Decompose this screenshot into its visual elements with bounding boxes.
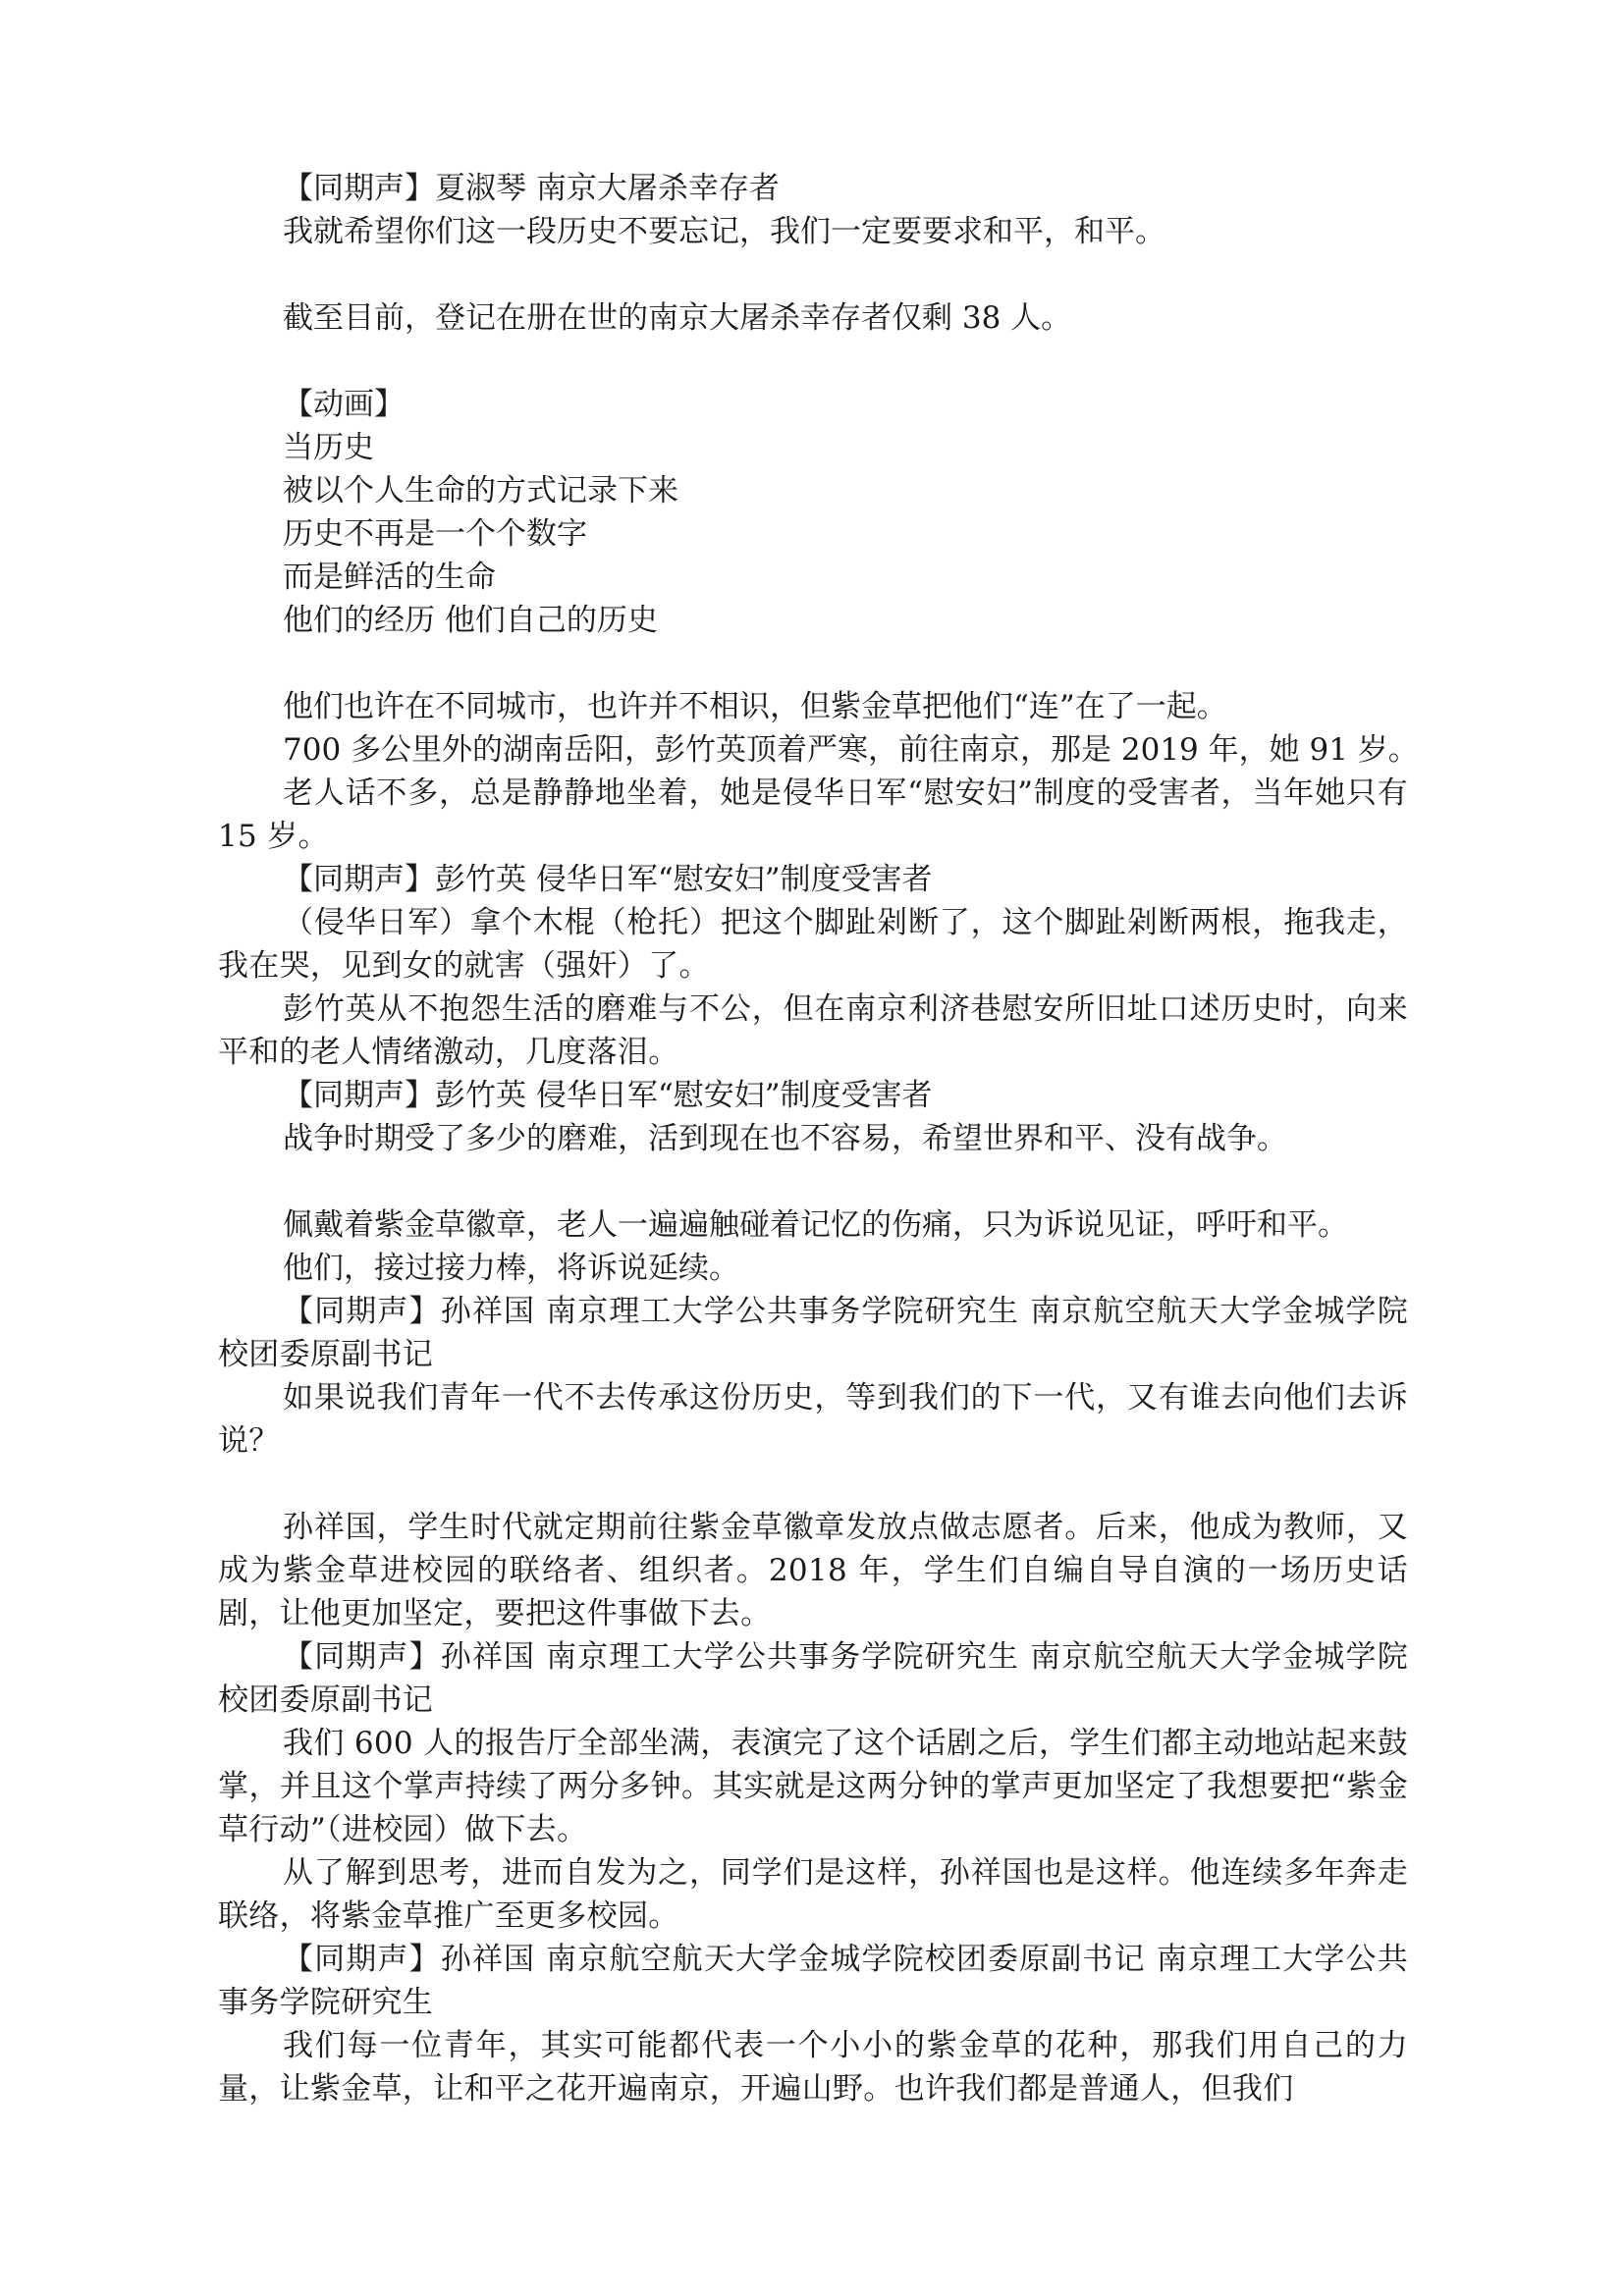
- body-line: 700 多公里外的湖南岳阳，彭竹英顶着严寒，前往南京，那是 2019 年，她 91 岁。: [283, 732, 1419, 768]
- sync-sound-label: 【同期声】彭竹英 侵华日军“慰安妇”制度受害者: [283, 1078, 933, 1113]
- quote-paragraph: 我们每一位青年，其实可能都代表一个小小的紫金草的花种，那我们用自己的力量，让紫金草，让和平之花开遍南京，开遍山野。也许我们都是普通人，但我们: [218, 2028, 1408, 2107]
- animation-line: 他们的经历 他们自己的历史: [283, 603, 658, 638]
- body-paragraph: 孙祥国，学生时代就定期前往紫金草徽章发放点做志愿者。后来，他成为教师，又成为紫金草进校园的联络者、组织者。2018 年，学生们自编自导自演的一场历史话剧，让他更加坚定，要把这件事做下去。: [218, 1510, 1408, 1631]
- sync-sound-label: 【同期声】夏淑琴 南京大屠杀幸存者: [283, 171, 780, 206]
- blank-line: [218, 253, 1408, 296]
- animation-line: 历史不再是一个个数字: [283, 516, 587, 552]
- quote-paragraph: 我们 600 人的报告厅全部坐满，表演完了这个话剧之后，学生们都主动地站起来鼓掌，并且这个掌声持续了两分多钟。其实就是这两分钟的掌声更加坚定了我想要把“紫金草行动”（进校园）做下去。: [218, 1726, 1408, 1847]
- animation-line: 当历史: [283, 430, 374, 465]
- quote-line: 我就希望你们这一段历史不要忘记，我们一定要要求和平，和平。: [283, 214, 1165, 249]
- animation-line: 而是鲜活的生命: [283, 560, 496, 595]
- quote-line: 战争时期受了多少的磨难，活到现在也不容易，希望世界和平、没有战争。: [283, 1121, 1287, 1156]
- sync-sound-label: 【同期声】彭竹英 侵华日军“慰安妇”制度受害者: [283, 862, 933, 897]
- body-line: 佩戴着紫金草徽章，老人一遍遍触碰着记忆的伤痛，只为诉说见证，呼吁和平。: [283, 1207, 1348, 1243]
- body-line: 截至目前，登记在册在世的南京大屠杀幸存者仅剩 38 人。: [283, 300, 1072, 336]
- document-body: [218, 167, 1419, 2110]
- blank-line: [218, 340, 1408, 383]
- sync-sound-label: 【同期声】孙祥国 南京理工大学公共事务学院研究生 南京航空航天大学金城学院校团委原副书记: [218, 1639, 1408, 1718]
- blank-line: [218, 642, 1408, 685]
- body-paragraph: 老人话不多，总是静静地坐着，她是侵华日军“慰安妇”制度的受害者，当年她只有 15 岁。: [218, 775, 1408, 854]
- body-paragraph: 彭竹英从不抱怨生活的磨难与不公，但在南京利济巷慰安所旧址口述历史时，向来平和的老人情绪激动，几度落泪。: [218, 991, 1408, 1070]
- body-paragraph: 从了解到思考，进而自发为之，同学们是这样，孙祥国也是这样。他连续多年奔走联络，将紫金草推广至更多校园。: [218, 1855, 1408, 1934]
- blank-line: [218, 1463, 1408, 1506]
- animation-label: 【动画】: [283, 387, 405, 422]
- sync-sound-label: 【同期声】孙祥国 南京理工大学公共事务学院研究生 南京航空航天大学金城学院校团委原副书记: [218, 1294, 1408, 1372]
- body-line: 他们，接过接力棒，将诉说延续。: [283, 1251, 739, 1286]
- blank-line: [218, 1160, 1408, 1203]
- sync-sound-label: 【同期声】孙祥国 南京航空航天大学金城学院校团委原副书记 南京理工大学公共事务学院研究生: [218, 1942, 1408, 2020]
- animation-line: 被以个人生命的方式记录下来: [283, 473, 678, 508]
- quote-paragraph: （侵华日军）拿个木棍（枪托）把这个脚趾剁断了，这个脚趾剁断两根，拖我走，我在哭，见到女的就害（强奸）了。: [218, 905, 1408, 984]
- quote-paragraph: 如果说我们青年一代不去传承这份历史，等到我们的下一代，又有谁去向他们去诉说？: [218, 1380, 1408, 1459]
- body-line: 他们也许在不同城市，也许并不相识，但紫金草把他们“连”在了一起。: [283, 689, 1227, 724]
